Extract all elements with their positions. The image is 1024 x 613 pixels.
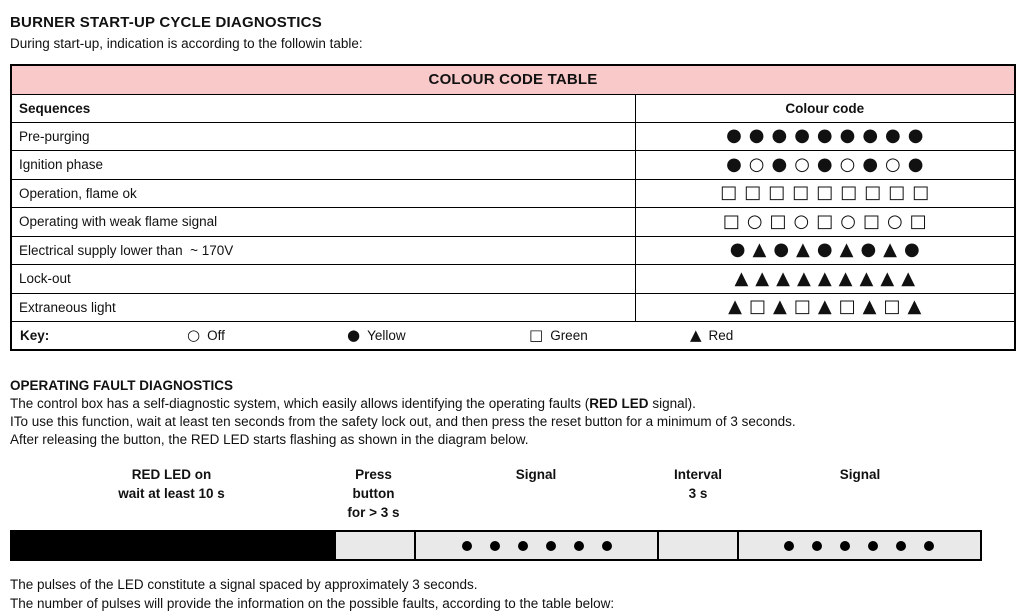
fault-line-1-pre: The control box has a self-diagnostic system, which easily allows identifying the operating faults ( <box>10 395 590 411</box>
fault-line-3: After releasing the button, the RED LED starts flashing as shown in the diagram below. <box>10 432 529 448</box>
segment-label-4 <box>738 465 982 522</box>
yellow-symbol-icon: ● <box>347 325 361 344</box>
led-pulse-dot-icon <box>602 541 612 551</box>
key-item-label: Red <box>708 327 734 343</box>
led-pulse-dot-icon <box>896 541 906 551</box>
segment-label-line2: 3 s <box>688 486 708 502</box>
table-title: COLOUR CODE TABLE <box>11 65 1015 94</box>
segment-label-3 <box>658 465 738 522</box>
diagram-segment-3 <box>657 532 737 559</box>
fault-section-title: OPERATING FAULT DIAGNOSTICS <box>10 377 234 393</box>
segment-label-line1: Press button <box>352 467 395 502</box>
diagram-segment-2 <box>414 532 657 559</box>
key-item-label: Off <box>207 327 225 343</box>
table-header-row <box>11 94 1015 122</box>
colour-code-cell: ●●●●●●●●● <box>635 122 1015 151</box>
table-row <box>11 179 1015 208</box>
diagram-segment-4 <box>737 532 980 559</box>
colour-code-table <box>10 64 1016 351</box>
sequence-cell: Operation, flame ok <box>11 179 635 208</box>
diagram-labels <box>10 465 982 522</box>
sequence-cell: Extraneous light <box>11 293 635 322</box>
sequence-cell: Operating with weak flame signal <box>11 208 635 237</box>
segment-label-line1: RED LED on <box>131 467 212 483</box>
segment-label-line2: Signal <box>515 467 557 483</box>
intro-text: During start-up, indication is according to the followin table: <box>10 36 363 51</box>
sequence-cell: Electrical supply lower than ~ 170V <box>11 236 635 265</box>
sequence-cell: Pre-purging <box>11 122 635 151</box>
footer-line-1: The pulses of the LED constitute a signal spaced by approximately 3 seconds. <box>10 577 478 593</box>
led-pulse-dot-icon <box>784 541 794 551</box>
led-pulse-dot-icon <box>812 541 822 551</box>
diagram-segment-0 <box>12 532 334 559</box>
led-pulse-dot-icon <box>924 541 934 551</box>
off-symbol-icon: ○ <box>187 325 201 344</box>
led-pulse-dot-icon <box>518 541 528 551</box>
segment-label-line2: wait at least 10 s <box>118 486 225 502</box>
key-label: Key: <box>20 327 50 343</box>
sequence-cell: Ignition phase <box>11 151 635 180</box>
led-pulse-dot-icon <box>868 541 878 551</box>
green-symbol-icon: □ <box>529 325 544 344</box>
segment-label-line2: Signal <box>839 467 881 483</box>
table-title-row <box>11 65 1015 94</box>
led-pulse-dot-icon <box>574 541 584 551</box>
colour-code-cell: ●○●○●○●○● <box>635 151 1015 180</box>
segment-label-line2: for > 3 s <box>347 505 400 521</box>
colour-code-cell: ▲▲▲▲▲▲▲▲▲ <box>635 265 1015 294</box>
led-pulse-dot-icon <box>546 541 556 551</box>
fault-line-1-post: signal). <box>648 395 696 411</box>
page-title: BURNER START-UP CYCLE DIAGNOSTICS <box>10 14 322 31</box>
fault-section-paragraph <box>10 395 1014 450</box>
sequence-cell: Lock-out <box>11 265 635 294</box>
footer-text <box>10 576 1014 613</box>
led-pulse-dot-icon <box>840 541 850 551</box>
key-items <box>12 325 1014 344</box>
table-row <box>11 265 1015 294</box>
led-pulse-dots <box>739 532 980 559</box>
key-row <box>11 322 1015 350</box>
led-pulse-dots <box>416 532 657 559</box>
colour-code-cell: □○□○□○□○□ <box>635 208 1015 237</box>
table-row <box>11 236 1015 265</box>
segment-label-2 <box>414 465 658 522</box>
key-item-label: Yellow <box>367 327 406 343</box>
key-item-label: Green <box>550 327 588 343</box>
led-pulse-dot-icon <box>462 541 472 551</box>
segment-label-1 <box>333 465 414 522</box>
colour-code-cell: ▲□▲□▲□▲□▲ <box>635 293 1015 322</box>
column-header-sequences: Sequences <box>11 94 635 122</box>
footer-line-2: The number of pulses will provide the information on the possible faults, according to the table below: <box>10 595 615 611</box>
colour-code-cell: □□□□□□□□□ <box>635 179 1015 208</box>
key-item-off <box>187 325 347 344</box>
colour-code-cell: ●▲●▲●▲●▲● <box>635 236 1015 265</box>
fault-line-1 <box>10 395 1014 413</box>
diagram-bar <box>10 530 982 561</box>
table-row <box>11 151 1015 180</box>
table-row <box>11 293 1015 322</box>
table-row <box>11 208 1015 237</box>
fault-line-2: ITo use this function, wait at least ten seconds from the safety lock out, and then press the reset button for a minimum of 3 seconds. <box>10 413 796 429</box>
colour-table-body <box>11 122 1015 322</box>
key-item-yellow <box>347 325 529 344</box>
key-item-red <box>690 325 734 344</box>
diagram-segment-1 <box>334 532 415 559</box>
column-header-colour-code: Colour code <box>635 94 1015 122</box>
segment-label-0 <box>10 465 333 522</box>
key-item-green <box>529 325 690 344</box>
fault-line-1-bold: RED LED <box>589 395 649 411</box>
table-row <box>11 122 1015 151</box>
segment-label-line1: Interval <box>673 467 723 483</box>
led-pulse-dot-icon <box>490 541 500 551</box>
red-symbol-icon: ▲ <box>690 325 702 344</box>
